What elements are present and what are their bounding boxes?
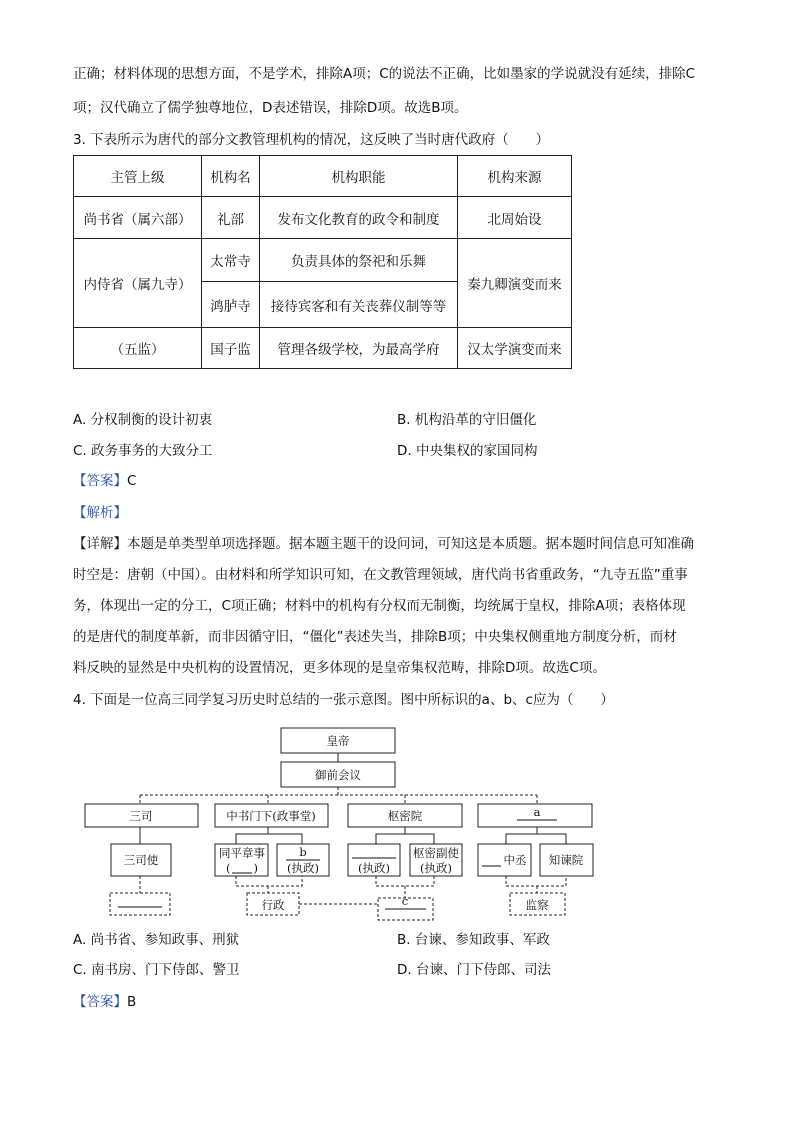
q3-option-a: A. 分权制衡的设计初衷 bbox=[73, 412, 213, 428]
cell-superior: （五监） bbox=[74, 328, 202, 369]
c-label: c bbox=[401, 894, 409, 908]
prev-analysis-line-1: 正确；材料体现的思想方面，不是学术，排除A项；C的说法不正确，比如墨家的学说就没有延续，排除C bbox=[73, 66, 696, 82]
cell-origin: 秦九卿演变而来 bbox=[458, 239, 572, 328]
cell-function: 接待宾客和有关丧葬仪制等等 bbox=[260, 282, 458, 328]
tongping-label: 同平章事 bbox=[219, 846, 265, 860]
sansi-blank-box bbox=[110, 893, 170, 915]
tongping-paren: ( ) bbox=[226, 861, 258, 875]
q4-option-d: D. 台谏、门下侍郎、司法 bbox=[397, 962, 551, 978]
cell-superior: 尚书省（属六部） bbox=[74, 197, 202, 239]
q3-option-c: C. 政务事务的大致分工 bbox=[73, 443, 213, 459]
header-function: 机构职能 bbox=[260, 156, 458, 197]
shumi-fu-zhizheng: (执政) bbox=[420, 861, 452, 875]
cell-origin: 北周始设 bbox=[458, 197, 572, 239]
answer-value: B bbox=[127, 994, 137, 1010]
shumi-zhizheng-1: (执政) bbox=[358, 861, 390, 875]
jiancha-label: 监察 bbox=[525, 898, 549, 912]
cell-agency: 国子监 bbox=[202, 328, 260, 369]
cell-agency: 礼部 bbox=[202, 197, 260, 239]
zhijian-label: 知谏院 bbox=[548, 853, 584, 867]
a-label: a bbox=[533, 805, 541, 819]
shumi-fu-label: 枢密副使 bbox=[413, 846, 459, 860]
q3-detail-line-5: 料反映的显然是中央机构的设置情况，更多体现的是皇帝集权范畴，排除D项。故选C项。 bbox=[73, 660, 606, 676]
cell-function: 管理各级学校，为最高学府 bbox=[260, 328, 458, 369]
xingzheng-label: 行政 bbox=[261, 898, 285, 912]
q3-option-b: B. 机构沿革的守旧僵化 bbox=[397, 412, 537, 428]
q4-stem: 4. 下面是一位高三同学复习历史时总结的一张示意图。图中所标识的a、b、c应为（ ） bbox=[73, 692, 614, 708]
q4-option-a: A. 尚书省、参知政事、刑狱 bbox=[73, 932, 240, 948]
emperor-label: 皇帝 bbox=[326, 734, 350, 748]
cell-superior: 内侍省（属九寺） bbox=[74, 239, 202, 328]
answer-value: C bbox=[127, 473, 137, 489]
cell-agency: 鸿胪寺 bbox=[202, 282, 260, 328]
cell-agency: 太常寺 bbox=[202, 239, 260, 282]
q3-analysis-label: 【解析】 bbox=[73, 505, 127, 521]
header-agency: 机构名 bbox=[202, 156, 260, 197]
b-label: b bbox=[299, 845, 307, 859]
sansi-label: 三司 bbox=[129, 809, 153, 823]
answer-label: 【答案】 bbox=[73, 473, 127, 489]
header-superior: 主管上级 bbox=[74, 156, 202, 197]
shumi-label: 枢密院 bbox=[387, 809, 423, 823]
q3-detail-line-4: 的是唐代的制度革新，而非因循守旧，“僵化”表述失当，排除B项；中央集权侧重地方制度分析，而材 bbox=[73, 629, 677, 645]
q3-detail-line-3: 务，体现出一定的分工，C项正确；材料中的机构有分权而无制衡，均统属于皇权，排除A项；表格体现 bbox=[73, 598, 686, 614]
q3-option-d: D. 中央集权的家国同构 bbox=[397, 443, 538, 459]
q3-detail-line-1: 【详解】本题是单类型单项选择题。据本题主题干的设问词，可知这是本质题。据本题时间信息可知准确 bbox=[73, 536, 694, 552]
zhongshu-label: 中书门下(政事堂) bbox=[226, 809, 316, 823]
q4-answer bbox=[73, 992, 136, 1012]
cell-function: 负责具体的祭祀和乐舞 bbox=[260, 239, 458, 282]
cell-origin: 汉太学演变而来 bbox=[458, 328, 572, 369]
sansi-shi-label: 三司使 bbox=[123, 853, 159, 867]
b-zhizheng: (执政) bbox=[287, 861, 319, 875]
header-origin: 机构来源 bbox=[458, 156, 572, 197]
answer-label: 【答案】 bbox=[73, 994, 127, 1010]
q4-option-b: B. 台谏、参知政事、军政 bbox=[397, 932, 550, 948]
cell-function: 发布文化教育的政令和制度 bbox=[260, 197, 458, 239]
council-label: 御前会议 bbox=[315, 768, 361, 782]
prev-analysis-line-2: 项；汉代确立了儒学独尊地位，D表述错误，排除D项。故选B项。 bbox=[73, 100, 468, 116]
q3-stem: 3. 下表所示为唐代的部分文教管理机构的情况，这反映了当时唐代政府（ ） bbox=[73, 132, 550, 148]
q4-option-c: C. 南书房、门下侍郎、警卫 bbox=[73, 962, 240, 978]
zhongcheng-label: 中丞 bbox=[503, 853, 527, 867]
q3-detail-line-2: 时空是：唐朝（中国）。由材料和所学知识可知，在文教管理领域，唐代尚书省重政务，“九寺五监”重事 bbox=[73, 567, 688, 583]
